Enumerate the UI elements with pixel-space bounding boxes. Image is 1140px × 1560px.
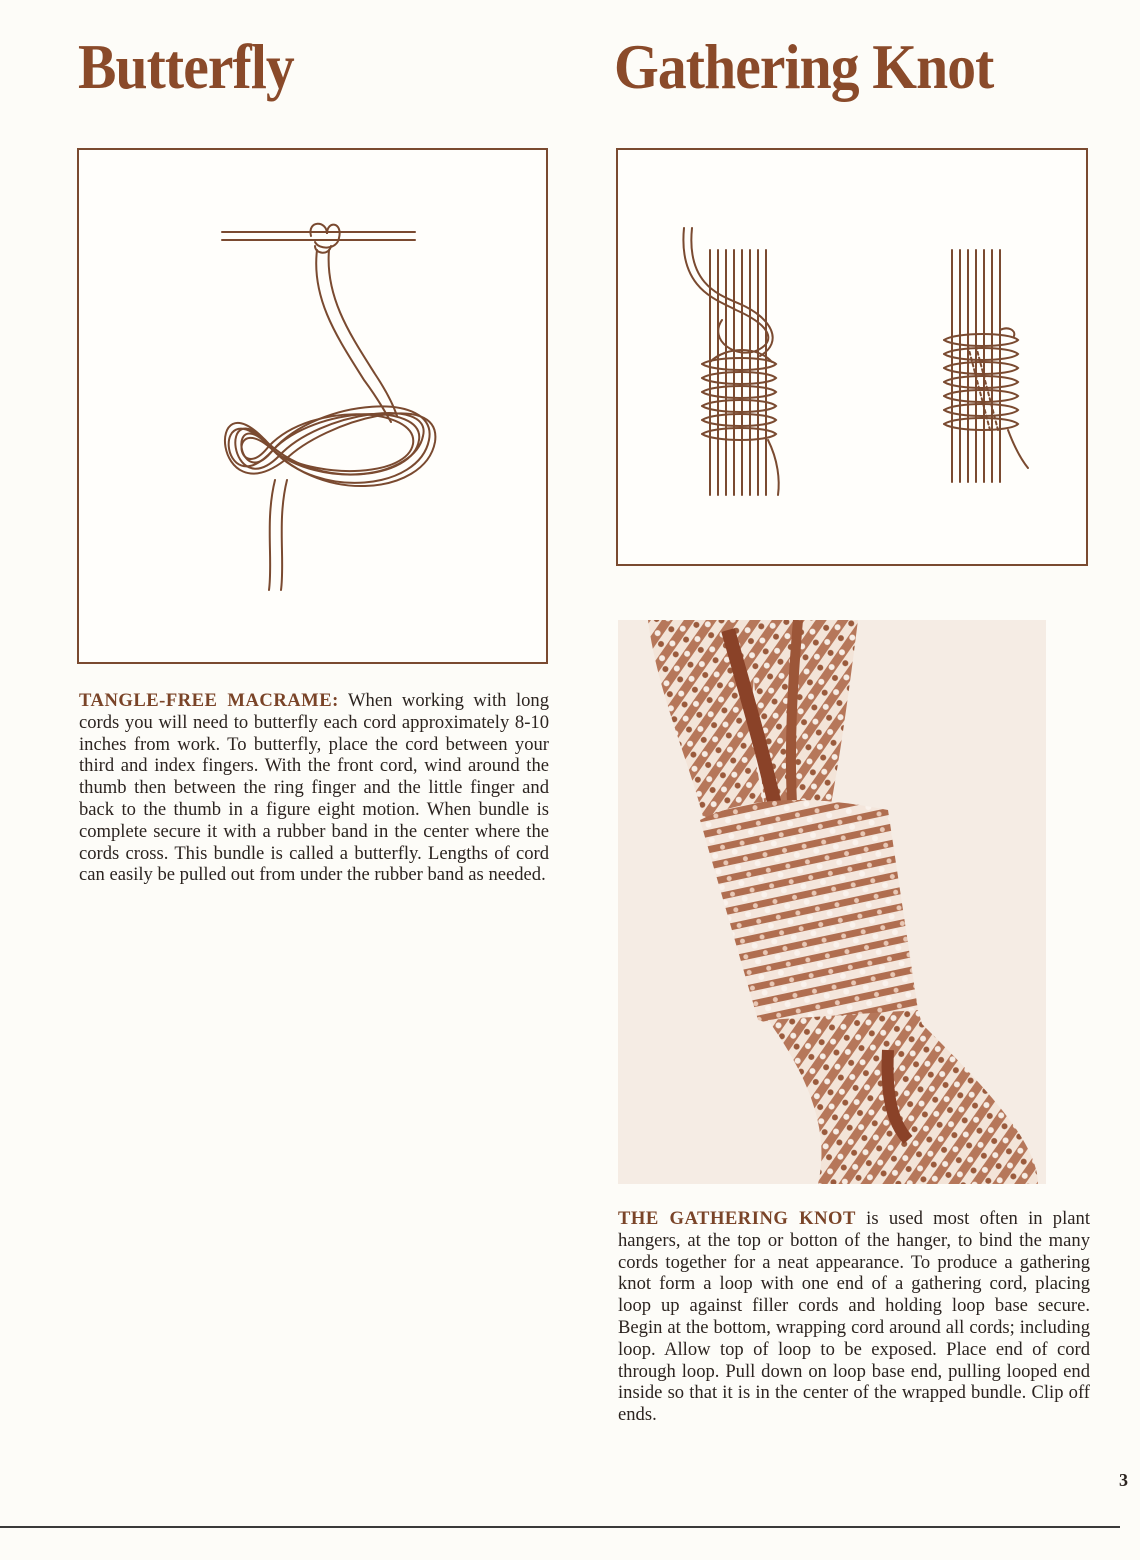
page-number: 3 [1119,1470,1128,1490]
butterfly-body: When working with long cords you will need to butterfly each cord approximately 8-10 inches from work. To butterfly, place the cord between your third and index fingers. With the front cord, wind around the thumb then between the ring finger and the little finger and back to the thumb in a figure eight motion. When bundle is complete secure it with a rubber band in the center where the cords cross. This bundle is called a butterfly. Lengths of cord can easily be pulled out from under the rubber band as needed. [79,690,549,886]
butterfly-illustration [79,150,546,662]
gathering-knot-step-one [683,228,778,495]
wrapped-coil-right [944,334,1018,430]
gathering-body: is used most often in plant hangers, at the top or botton of the hanger, to bind the many cords together for a neat appearance. To produce a gathering knot form a loop with one end of a gathering cord, placing loop up against filler cords and holding loop base secure. Begin at the bottom, wrapping cord around all cords; including loop. Allow top of loop to be exposed. Place end of cord through loop. Pull down on loop base end, pulling looped end inside so that it is in the center of the wrapped bundle. Clip off ends. [618,1208,1090,1426]
butterfly-lead: TANGLE-FREE MACRAME: [79,690,339,711]
gathering-knot-step-two [944,250,1028,482]
butterfly-illustration-frame [77,148,548,664]
gathering-knot-photo [618,620,1046,1184]
gathering-knot-photo-drawing [618,620,1046,1184]
butterfly-title: Butterfly [78,31,294,102]
gathering-knot-illustration-frame [616,148,1088,566]
wrapped-coil-left [702,358,776,440]
gathering-lead: THE GATHERING KNOT [618,1208,856,1229]
bottom-rule [0,1526,1120,1528]
gathering-knot-illustration [618,150,1086,564]
gathering-knot-description [618,1208,1090,1426]
gathering-knot-title: Gathering Knot [614,31,994,102]
butterfly-description [79,690,549,886]
